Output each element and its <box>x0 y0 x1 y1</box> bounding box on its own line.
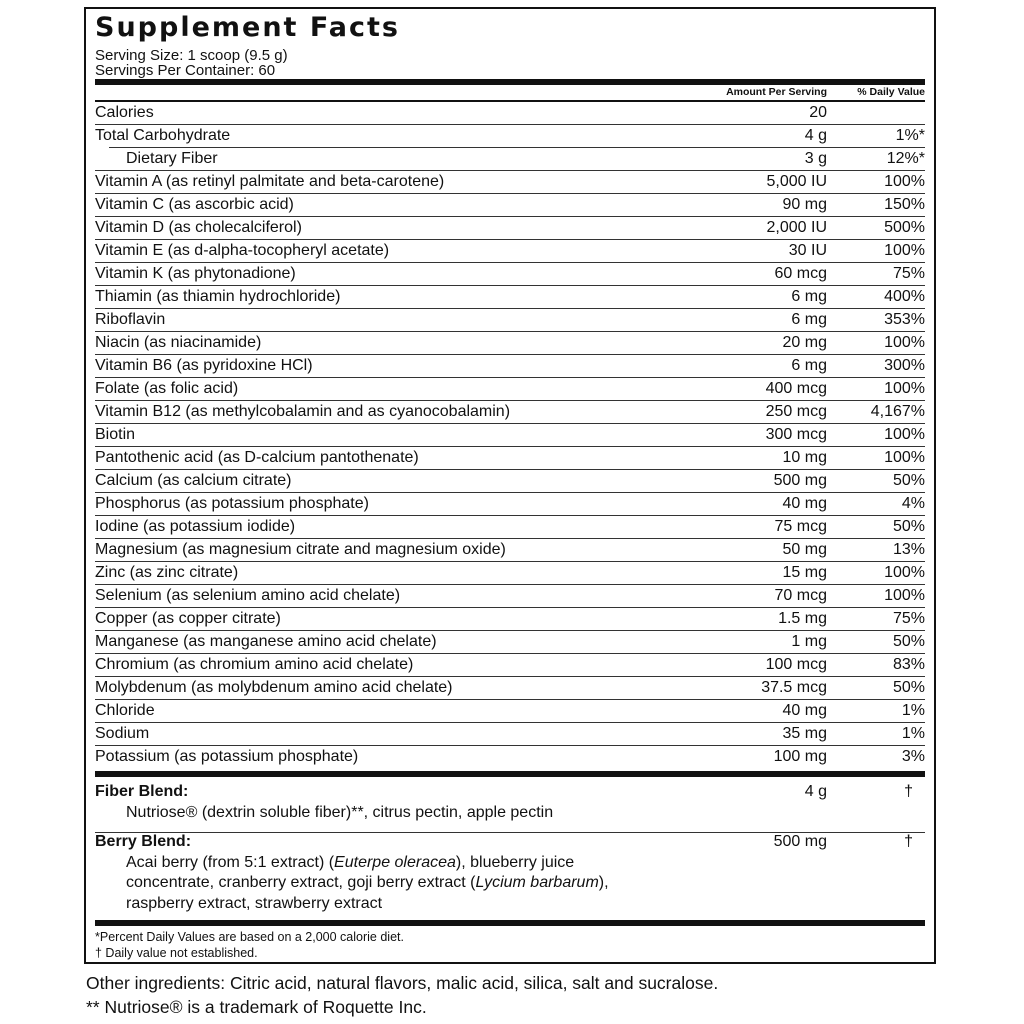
nutrient-row <box>95 355 925 378</box>
panel-title: Supplement Facts <box>95 12 400 43</box>
blend-divider <box>95 771 925 777</box>
nutrient-name: Zinc (as zinc citrate) <box>95 564 239 581</box>
nutrient-amount: 35 mg <box>782 725 827 742</box>
nutrient-name: Vitamin D (as cholecalciferol) <box>95 219 302 236</box>
nutrient-dv: 4% <box>901 495 925 512</box>
nutrient-row <box>95 746 925 769</box>
nutrient-name: Biotin <box>95 426 136 443</box>
nutrient-amount: 40 mg <box>782 495 827 512</box>
supplement-facts-panel <box>84 7 936 964</box>
nutrient-amount: 60 mcg <box>774 265 827 282</box>
nutrient-dv: 50% <box>892 679 925 696</box>
nutrient-name: Vitamin B6 (as pyridoxine HCl) <box>95 357 313 374</box>
nutrient-name: Calories <box>95 104 154 121</box>
top-divider <box>95 79 925 85</box>
nutrient-dv: 353% <box>884 311 925 328</box>
nutrient-dv: 100% <box>884 587 925 604</box>
nutrient-dv: 1% <box>901 725 925 742</box>
amount-column-header: Amount Per Serving <box>726 86 827 98</box>
nutrient-amount: 50 mg <box>782 541 827 558</box>
nutrient-row <box>95 148 925 171</box>
nutrient-name: Vitamin C (as ascorbic acid) <box>95 196 294 213</box>
nutrient-dv: 400% <box>884 288 925 305</box>
nutrient-amount: 1.5 mg <box>778 610 827 627</box>
nutrient-amount: 3 g <box>804 150 827 167</box>
nutrient-name: Copper (as copper citrate) <box>95 610 281 627</box>
nutrient-row <box>95 240 925 263</box>
nutrient-name: Pantothenic acid (as D-calcium pantothenate) <box>95 449 419 466</box>
nutrient-name: Calcium (as calcium citrate) <box>95 472 292 489</box>
nutrient-amount: 20 <box>809 104 827 121</box>
nutrient-name: Niacin (as niacinamide) <box>95 334 262 351</box>
nutrient-name: Total Carbohydrate <box>95 127 231 144</box>
nutrient-dv: 12%* <box>886 150 925 167</box>
nutrient-row <box>95 171 925 194</box>
nutrient-row <box>95 309 925 332</box>
nutrient-dv: 100% <box>884 173 925 190</box>
nutrient-dv: 100% <box>884 449 925 466</box>
nutrient-name: Thiamin (as thiamin hydrochloride) <box>95 288 341 305</box>
nutrient-row <box>95 378 925 401</box>
nutrient-name: Riboflavin <box>95 311 166 328</box>
nutrient-amount: 250 mcg <box>765 403 827 420</box>
fiber-blend-name: Fiber Blend: <box>95 783 189 800</box>
nutrient-dv: 50% <box>892 633 925 650</box>
nutrient-dv: 75% <box>892 265 925 282</box>
nutrient-dv: 75% <box>892 610 925 627</box>
nutrient-row <box>95 194 925 217</box>
nutrient-amount: 20 mg <box>782 334 827 351</box>
nutrient-amount: 40 mg <box>782 702 827 719</box>
nutrient-dv: 13% <box>892 541 925 558</box>
serving-size: Serving Size: 1 scoop (9.5 g) <box>95 47 288 64</box>
nutrient-name: Molybdenum (as molybdenum amino acid chelate) <box>95 679 453 696</box>
footnote-divider <box>95 920 925 926</box>
nutrient-amount: 500 mg <box>773 472 827 489</box>
berry-blend-amount: 500 mg <box>773 833 827 850</box>
nutrient-dv: 50% <box>892 518 925 535</box>
nutrient-amount: 70 mcg <box>774 587 827 604</box>
nutrient-name: Sodium <box>95 725 150 742</box>
nutrient-name: Iodine (as potassium iodide) <box>95 518 296 535</box>
nutrient-dv: 100% <box>884 242 925 259</box>
nutrient-amount: 10 mg <box>782 449 827 466</box>
other-ingredients: Other ingredients: Citric acid, natural flavors, malic acid, silica, salt and sucralose. <box>86 973 719 993</box>
fiber-blend-amount: 4 g <box>804 783 827 800</box>
nutrient-amount: 30 IU <box>788 242 827 259</box>
nutrient-amount: 6 mg <box>791 288 827 305</box>
nutrient-name: Manganese (as manganese amino acid chelate) <box>95 633 437 650</box>
nutrient-row <box>95 493 925 516</box>
nutrient-name: Vitamin A (as retinyl palmitate and beta-carotene) <box>95 173 445 190</box>
nutrient-row <box>95 562 925 585</box>
nutrient-amount: 4 g <box>804 127 827 144</box>
trademark-note: ** Nutriose® is a trademark of Roquette Inc. <box>86 997 427 1017</box>
nutrient-row <box>95 424 925 447</box>
dv-footnote: *Percent Daily Values are based on a 2,000 calorie diet. <box>95 930 404 944</box>
nutrient-row <box>95 332 925 355</box>
nutrient-dv: 50% <box>892 472 925 489</box>
nutrient-row <box>95 654 925 677</box>
nutrient-dv: 100% <box>884 564 925 581</box>
nutrient-dv: 300% <box>884 357 925 374</box>
dagger-footnote: † Daily value not established. <box>95 946 258 960</box>
nutrient-name: Vitamin B12 (as methylcobalamin and as cyanocobalamin) <box>95 403 511 420</box>
nutrient-amount: 5,000 IU <box>766 173 827 190</box>
dv-column-header: % Daily Value <box>857 86 925 98</box>
nutrient-row <box>95 286 925 309</box>
nutrient-name: Selenium (as selenium amino acid chelate) <box>95 587 401 604</box>
nutrient-row <box>95 608 925 631</box>
nutrient-row <box>95 539 925 562</box>
nutrient-row <box>95 447 925 470</box>
berry-blend-desc: Acai berry (from 5:1 extract) (Euterpe oleracea), blueberry juice concentrate, cranberry extract, goji berry extract (Lycium barbarum), raspberry extract, strawberry extract <box>126 853 609 912</box>
nutrient-row <box>95 217 925 240</box>
nutrient-row <box>95 263 925 286</box>
nutrient-dv: 100% <box>884 334 925 351</box>
fiber-blend-dv: † <box>904 783 913 800</box>
nutrient-name: Chloride <box>95 702 155 719</box>
nutrient-amount: 15 mg <box>782 564 827 581</box>
berry-blend-name: Berry Blend: <box>95 833 192 850</box>
nutrient-dv: 100% <box>884 380 925 397</box>
nutrient-dv: 1% <box>901 702 925 719</box>
nutrient-amount: 2,000 IU <box>766 219 827 236</box>
nutrient-dv: 3% <box>901 748 925 765</box>
nutrient-dv: 150% <box>884 196 925 213</box>
fiber-blend <box>95 782 925 823</box>
nutrient-amount: 90 mg <box>782 196 827 213</box>
nutrient-amount: 400 mcg <box>765 380 827 397</box>
nutrient-amount: 1 mg <box>791 633 827 650</box>
nutrient-dv: 83% <box>892 656 925 673</box>
nutrient-row <box>95 401 925 424</box>
nutrient-row <box>95 516 925 539</box>
nutrient-amount: 37.5 mcg <box>761 679 827 696</box>
fiber-blend-desc: Nutriose® (dextrin soluble fiber)**, citrus pectin, apple pectin <box>126 803 554 821</box>
nutrient-amount: 75 mcg <box>774 518 827 535</box>
nutrient-amount: 100 mg <box>773 748 827 765</box>
servings-per-container: Servings Per Container: 60 <box>95 62 276 79</box>
nutrient-name: Vitamin K (as phytonadione) <box>95 265 296 282</box>
nutrient-name: Folate (as folic acid) <box>95 380 239 397</box>
nutrient-name: Chromium (as chromium amino acid chelate) <box>95 656 414 673</box>
nutrient-amount: 100 mcg <box>765 656 827 673</box>
nutrient-row <box>95 677 925 700</box>
nutrient-name: Vitamin E (as d-alpha-tocopheryl acetate) <box>95 242 390 259</box>
nutrient-table <box>95 102 925 769</box>
nutrient-dv: 500% <box>884 219 925 236</box>
nutrient-name: Potassium (as potassium phosphate) <box>95 748 359 765</box>
nutrient-row <box>95 470 925 493</box>
nutrient-dv: 100% <box>884 426 925 443</box>
nutrient-dv: 1%* <box>895 127 925 144</box>
nutrient-amount: 6 mg <box>791 311 827 328</box>
nutrient-row <box>95 723 925 746</box>
nutrient-dv: 4,167% <box>870 403 925 420</box>
nutrient-row <box>95 700 925 723</box>
nutrient-row <box>95 102 925 125</box>
nutrient-row <box>95 125 925 148</box>
nutrient-name: Phosphorus (as potassium phosphate) <box>95 495 369 512</box>
nutrient-name: Dietary Fiber <box>126 150 218 167</box>
nutrient-amount: 6 mg <box>791 357 827 374</box>
nutrient-name: Magnesium (as magnesium citrate and magnesium oxide) <box>95 541 506 558</box>
berry-blend <box>95 832 925 914</box>
nutrient-amount: 300 mcg <box>765 426 827 443</box>
nutrient-row <box>95 585 925 608</box>
berry-blend-dv: † <box>904 833 913 850</box>
nutrient-row <box>95 631 925 654</box>
